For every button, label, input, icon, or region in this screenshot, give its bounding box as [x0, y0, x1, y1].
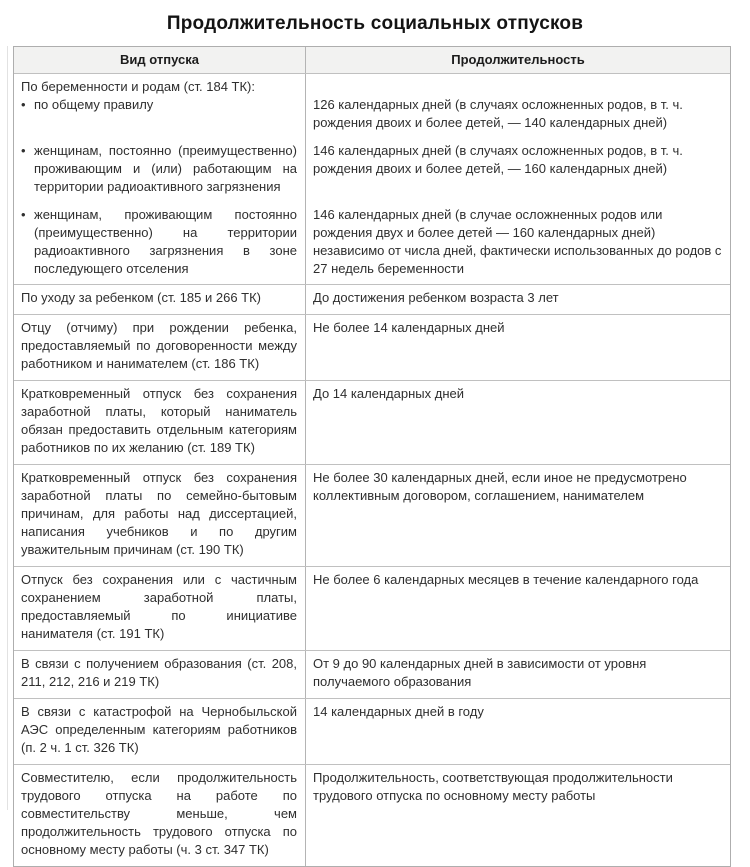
duration-cell: Не более 30 календарных дней, если иное не предусмотрено коллективным договором, соглашением, нанимателем [313, 470, 687, 503]
table-row [14, 650, 730, 698]
social-leave-table [13, 46, 731, 867]
leave-type-cell: Совместителю, если продолжительность трудового отпуска на работе по совместительству меньше, чем продолжительность трудового отпуска по основному месту работы (ч. 3 ст. 347 ТК) [14, 765, 306, 866]
bullet-text: по общему правилу [34, 97, 154, 112]
table-row [14, 698, 730, 764]
leave-type-cell: По уходу за ребенком (ст. 185 и 266 ТК) [14, 285, 306, 314]
leave-type-cell: Кратковременный отпуск без сохранения заработной платы по семейно-бытовым причинам, для работы над диссертацией, написания учебников и по другим уважительным причинам (ст. 190 ТК) [14, 465, 306, 566]
pregnancy-subrow [14, 206, 730, 284]
table-row [14, 566, 730, 650]
table-row [14, 764, 730, 866]
column-header-duration: Продолжительность [451, 52, 585, 67]
duration-cell [306, 206, 730, 284]
bullet-icon: • [21, 97, 26, 112]
bullet-icon: • [21, 143, 26, 158]
leave-type-cell [14, 74, 306, 142]
table-row-pregnancy [14, 73, 730, 284]
bullet-item [21, 96, 297, 114]
column-header-leave-type: Вид отпуска [14, 47, 306, 73]
duration-cell: 14 календарных дней в году [313, 704, 484, 719]
pregnancy-subrow [14, 142, 730, 206]
group-heading: По беременности и родам (ст. 184 ТК): [21, 79, 255, 94]
duration-text: 126 календарных дней (в случаях осложненных родов, в т. ч. рождения двоих и более детей, — 140 календарных дней) [313, 97, 683, 130]
duration-cell: Не более 14 календарных дней [313, 320, 505, 335]
page-title: Продолжительность социальных отпусков [166, 13, 584, 34]
bullet-text: женщинам, проживающим постоянно (преимущественно) на территории радиоактивного загрязнения в зоне последующего отселения [34, 207, 297, 276]
leave-type-cell: Отпуск без сохранения или с частичным сохранением заработной платы, предоставляемый по инициативе нанимателя (ст. 191 ТК) [14, 567, 306, 650]
leave-type-cell [14, 142, 306, 206]
duration-cell [306, 74, 730, 142]
leave-type-cell: В связи с получением образования (ст. 208, 211, 212, 216 и 219 ТК) [14, 651, 306, 698]
duration-cell: До 14 календарных дней [313, 386, 464, 401]
duration-cell: Не более 6 календарных месяцев в течение календарного года [313, 572, 699, 587]
table-row [14, 464, 730, 566]
table-row [14, 380, 730, 464]
leave-type-cell: В связи с катастрофой на Чернобыльской АЭС определенным категориям работников (п. 2 ч. 1 ст. 326 ТК) [14, 699, 306, 764]
table-header-row [14, 47, 730, 73]
duration-text: 146 календарных дней (в случаях осложненных родов, в т. ч. рождения двоих и более детей, — 160 календарных дней) [313, 143, 683, 176]
leave-type-cell [14, 206, 306, 284]
leave-type-cell: Отцу (отчиму) при рождении ребенка, предоставляемый по договоренности между работником и нанимателем (ст. 186 ТК) [14, 315, 306, 380]
duration-cell [306, 142, 730, 206]
bullet-item [21, 206, 297, 278]
bullet-item [21, 142, 297, 196]
leave-type-cell: Кратковременный отпуск без сохранения заработной платы, который наниматель обязан предоставить отдельным категориям работников по их желанию (ст. 189 ТК) [14, 381, 306, 464]
duration-cell: До достижения ребенком возраста 3 лет [313, 290, 559, 305]
table-row [14, 284, 730, 314]
bullet-text: женщинам, постоянно (преимущественно) проживающим и (или) работающим на территории радиоактивного загрязнения [34, 143, 297, 194]
pregnancy-subrow [14, 74, 730, 142]
duration-text: 146 календарных дней (в случае осложненных родов или рождения двух и более детей — 160 календарных дней) независимо от числа дней, фактически использованных до родов с 27 недель беременности [313, 207, 722, 276]
table-row [14, 314, 730, 380]
page-edge-line [7, 46, 8, 810]
duration-cell: Продолжительность, соответствующая продолжительности трудового отпуска по основному месту работы [313, 770, 673, 803]
duration-cell: От 9 до 90 календарных дней в зависимости от уровня получаемого образования [313, 656, 647, 689]
bullet-icon: • [21, 207, 26, 222]
